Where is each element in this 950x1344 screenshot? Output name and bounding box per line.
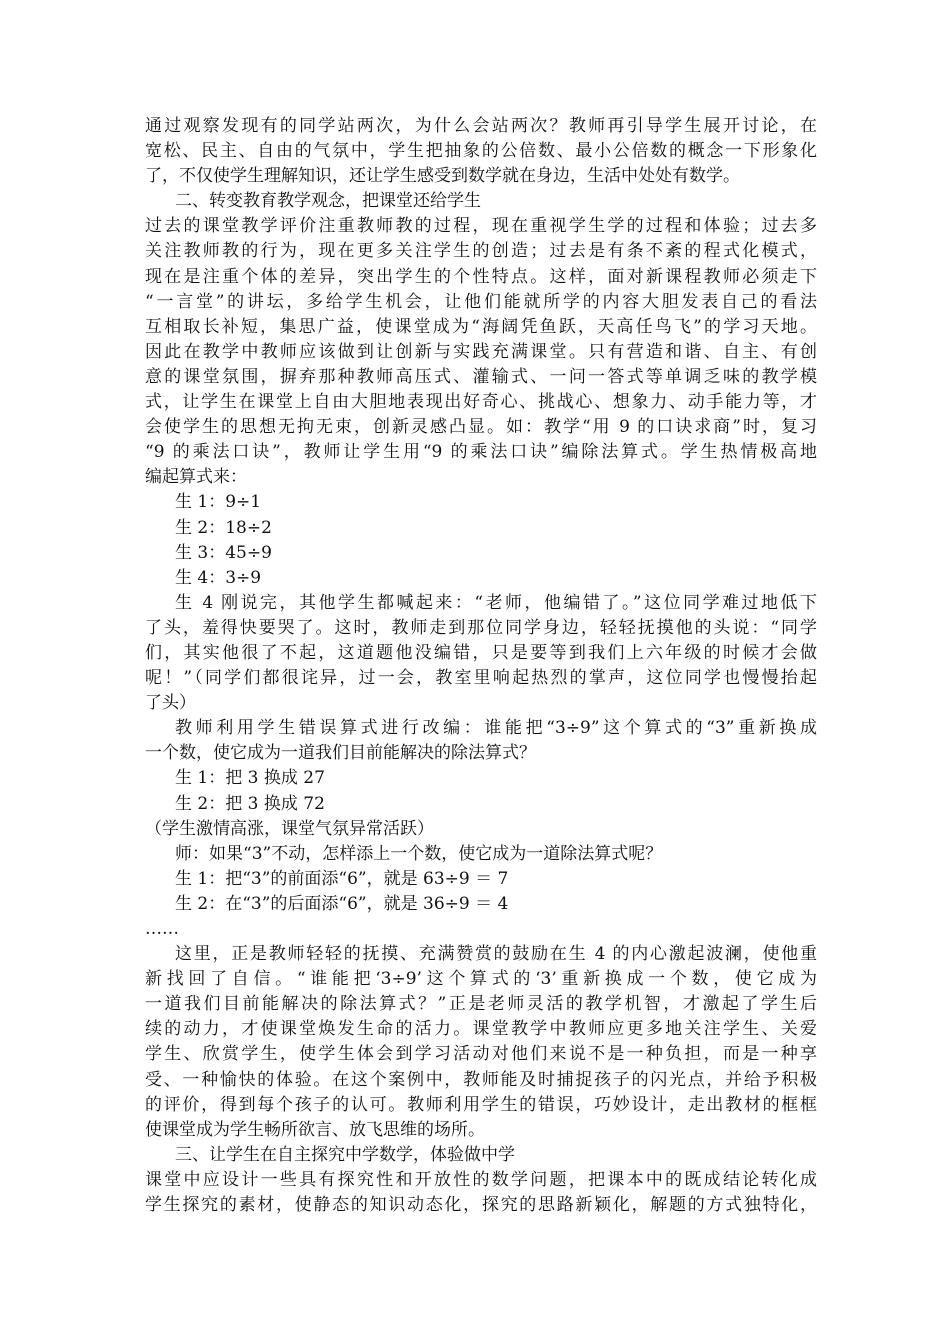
- text-line: 互相取长补短，集思广益，使课堂成为“海阔凭鱼跃，天高任鸟飞”的学习天地。: [145, 316, 817, 337]
- text-line: 过去的课堂教学评价注重教师教的过程，现在重视学生学的过程和体验；过去多: [145, 216, 817, 237]
- text-line: 通过观察发现有的同学站两次，为什么会站两次？教师再引导学生展开讨论，在: [145, 116, 817, 136]
- text-line: 了头，羞得快要哭了。这时，教师走到那位同学身边，轻轻抚摸他的头说：“同学: [145, 617, 817, 638]
- text-line: 生 3：45÷9: [175, 542, 272, 563]
- text-line: 生 2：把 3 换成 72: [175, 793, 325, 814]
- text-line: 关注教师教的行为，现在更多关注学生的创造；过去是有条不紊的程式化模式，: [145, 241, 817, 262]
- text-line: 使课堂成为学生畅所欲言、放飞思维的场所。: [145, 1119, 485, 1140]
- text-line: 课堂中应设计一些具有探究性和开放性的数学问题，把课本中的既成结论转化成: [145, 1169, 817, 1190]
- text-line: 教师利用学生错误算式进行改编：谁能把“3÷9”这个算式的“3”重新换成: [175, 718, 817, 739]
- text-line: 这里，正是教师轻轻的抚摸、充满赞赏的鼓励在生 4 的内心激起波澜，使他重: [175, 944, 817, 965]
- text-line: 了头）: [145, 693, 196, 714]
- text-line: 编起算式来：: [145, 467, 247, 488]
- text-line: “9 的乘法口诀”，教师让学生用“9 的乘法口诀”编除法算式。学生热情极高地: [145, 442, 817, 463]
- text-line: 意的课堂氛围，摒弃那种教师高压式、灌输式、一问一答式等单调乏味的教学模: [145, 366, 817, 387]
- text-line: 生 1：9÷1: [175, 492, 262, 513]
- text-line: ……: [145, 919, 179, 939]
- text-line: 宽松、民主、自由的气氛中，学生把抽象的公倍数、最小公倍数的概念一下形象化: [145, 141, 817, 162]
- text-line: 一道我们目前能解决的除法算式？”正是老师灵活的教学机智，才激起了学生后: [145, 994, 817, 1015]
- text-line: 了，不仅使学生理解知识，还让学生感受到数学就在身边，生活中处处有数学。: [145, 166, 740, 187]
- text-line: （学生激情高涨，课堂气氛异常活跃）: [145, 818, 434, 839]
- text-line: 现在是注重个体的差异，突出学生的个性特点。这样，面对新课程教师必须走下: [145, 266, 817, 287]
- text-line: 一个数，使它成为一道我们目前能解决的除法算式？: [145, 743, 536, 764]
- text-line: 二、转变教育教学观念，把课堂还给学生: [175, 191, 481, 212]
- text-line: 呢！”（同学们都很诧异，过一会，教室里响起热烈的掌声，这位同学也慢慢抬起: [145, 668, 817, 689]
- text-line: 生 2：18÷2: [175, 517, 272, 538]
- text-line: 生 1：把 3 换成 27: [175, 768, 325, 789]
- text-line: 受、一种愉快的体验。在这个案例中，教师能及时捕捉孩子的闪光点，并给予积极: [145, 1069, 817, 1090]
- text-line: 新找回了自信。“谁能把‘3÷9’这个算式的‘3’重新换成一个数，使它成为: [145, 969, 817, 990]
- text-line: 生 4 刚说完，其他学生都喊起来：“老师，他编错了。”这位同学难过地低下: [175, 592, 817, 613]
- text-line: 续的动力，才使课堂焕发生命的活力。课堂教学中教师应更多地关注学生、关爱: [145, 1019, 817, 1040]
- text-line: 师：如果“3”不动，怎样添上一个数，使它成为一道除法算式呢？: [175, 843, 663, 864]
- text-line: 学生探究的素材，使静态的知识动态化，探究的思路新颖化，解题的方式独特化，: [145, 1195, 817, 1216]
- text-line: “一言堂”的讲坛，多给学生机会，让他们能就所学的内容大胆发表自己的看法: [145, 291, 817, 312]
- text-line: 学生、欣赏学生，使学生体会到学习活动对他们来说不是一种负担，而是一种享: [145, 1044, 817, 1065]
- document-page: [145, 114, 817, 1218]
- text-line: 三、让学生在自主探究中学数学，体验做中学: [175, 1144, 515, 1165]
- text-line: 生 4：3÷9: [175, 567, 262, 588]
- text-line: 们，其实他很了不起，这道题他没编错，只是要等到我们上六年级的时候才会做: [145, 642, 817, 663]
- text-line: 会使学生的思想无拘无束，创新灵感凸显。如：教学“用 9 的口诀求商”时，复习: [145, 417, 817, 438]
- text-line: 生 2：在“3”的后面添“6”，就是 36÷9 ＝ 4: [175, 893, 509, 914]
- text-line: 的评价，得到每个孩子的认可。教师利用学生的错误，巧妙设计，走出教材的框框: [145, 1094, 817, 1115]
- text-line: 式，让学生在课堂上自由大胆地表现出好奇心、挑战心、想象力、动手能力等，才: [145, 392, 817, 413]
- text-line: 生 1：把“3”的前面添“6”，就是 63÷9 ＝ 7: [175, 868, 509, 889]
- text-line: 因此在教学中教师应该做到让创新与实践充满课堂。只有营造和谐、自主、有创: [145, 341, 817, 362]
